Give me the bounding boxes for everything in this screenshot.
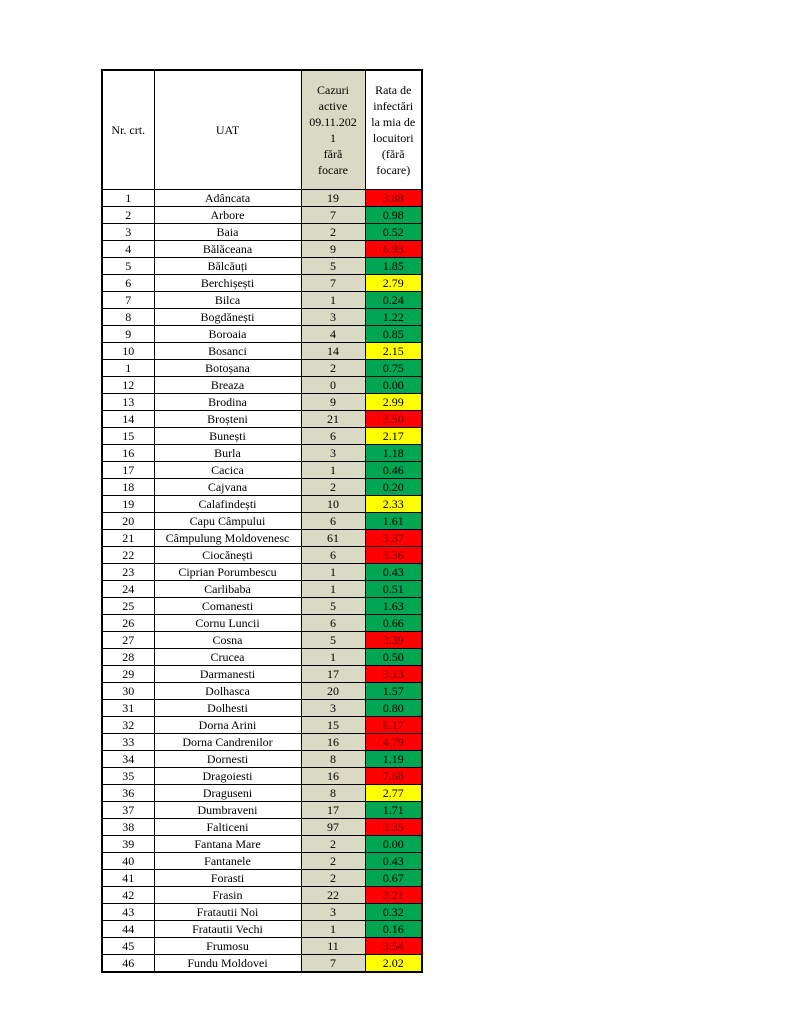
row-active-cases: 6 — [301, 513, 365, 530]
table-row — [102, 955, 422, 973]
row-number: 21 — [102, 530, 154, 547]
row-uat-name: Dragoiesti — [154, 768, 301, 785]
row-number: 43 — [102, 904, 154, 921]
header-infection-rate-line: focare) — [376, 163, 411, 177]
row-number: 18 — [102, 479, 154, 496]
row-uat-name: Capu Câmpului — [154, 513, 301, 530]
row-active-cases: 1 — [301, 921, 365, 938]
row-number: 8 — [102, 309, 154, 326]
row-infection-rate: 0.85 — [365, 326, 422, 343]
header-infection-rate-line: (fără — [381, 147, 405, 161]
row-infection-rate: 0.66 — [365, 615, 422, 632]
row-uat-name: Dolhasca — [154, 683, 301, 700]
row-number: 1 — [102, 360, 154, 377]
table-row — [102, 904, 422, 921]
header-infection-rate-line: Rata de — [375, 83, 412, 97]
row-infection-rate: 1.85 — [365, 258, 422, 275]
table-row — [102, 207, 422, 224]
row-active-cases: 16 — [301, 768, 365, 785]
row-uat-name: Draguseni — [154, 785, 301, 802]
row-infection-rate: 2.99 — [365, 394, 422, 411]
table-row — [102, 224, 422, 241]
table-row — [102, 870, 422, 887]
row-uat-name: Comanesti — [154, 598, 301, 615]
row-active-cases: 20 — [301, 683, 365, 700]
row-infection-rate: 0.00 — [365, 377, 422, 394]
row-number: 31 — [102, 700, 154, 717]
row-uat-name: Bogdănești — [154, 309, 301, 326]
row-number: 25 — [102, 598, 154, 615]
row-infection-rate: 2.79 — [365, 275, 422, 292]
table-row — [102, 768, 422, 785]
row-number: 27 — [102, 632, 154, 649]
row-infection-rate: 0.16 — [365, 921, 422, 938]
row-uat-name: Cosna — [154, 632, 301, 649]
row-infection-rate: 0.98 — [365, 207, 422, 224]
row-active-cases: 4 — [301, 326, 365, 343]
row-infection-rate: 3.54 — [365, 938, 422, 955]
row-active-cases: 0 — [301, 377, 365, 394]
row-infection-rate: 1.57 — [365, 683, 422, 700]
row-infection-rate: 1.61 — [365, 513, 422, 530]
row-uat-name: Carlibaba — [154, 581, 301, 598]
header-infection-rate — [365, 70, 422, 190]
table-row — [102, 819, 422, 836]
row-active-cases: 3 — [301, 309, 365, 326]
table-row — [102, 598, 422, 615]
row-number: 39 — [102, 836, 154, 853]
row-uat-name: Câmpulung Moldovenesc — [154, 530, 301, 547]
row-active-cases: 10 — [301, 496, 365, 513]
row-uat-name: Bosanci — [154, 343, 301, 360]
row-active-cases: 1 — [301, 581, 365, 598]
table-row — [102, 190, 422, 207]
table-row — [102, 734, 422, 751]
row-active-cases: 22 — [301, 887, 365, 904]
row-number: 5 — [102, 258, 154, 275]
header-row — [102, 70, 422, 190]
row-infection-rate: 2.15 — [365, 343, 422, 360]
table-row — [102, 496, 422, 513]
row-number: 40 — [102, 853, 154, 870]
row-number: 3 — [102, 224, 154, 241]
row-uat-name: Bălcăuți — [154, 258, 301, 275]
row-uat-name: Ciprian Porumbescu — [154, 564, 301, 581]
table-row — [102, 666, 422, 683]
row-uat-name: Dorna Candrenilor — [154, 734, 301, 751]
row-uat-name: Frasin — [154, 887, 301, 904]
row-infection-rate: 2.77 — [365, 785, 422, 802]
row-uat-name: Dumbraveni — [154, 802, 301, 819]
header-infection-rate-line: infectări — [373, 99, 414, 113]
row-number: 15 — [102, 428, 154, 445]
row-infection-rate: 2.17 — [365, 428, 422, 445]
table-row — [102, 377, 422, 394]
table-row — [102, 649, 422, 666]
row-infection-rate: 3.36 — [365, 547, 422, 564]
row-infection-rate: 3.35 — [365, 819, 422, 836]
row-number: 13 — [102, 394, 154, 411]
row-infection-rate: 0.24 — [365, 292, 422, 309]
row-infection-rate: 4.79 — [365, 734, 422, 751]
row-uat-name: Fratautii Vechi — [154, 921, 301, 938]
row-uat-name: Falticeni — [154, 819, 301, 836]
row-uat-name: Fratautii Noi — [154, 904, 301, 921]
row-infection-rate: 3.37 — [365, 530, 422, 547]
header-nr: Nr. crt. — [102, 70, 154, 190]
table-row — [102, 258, 422, 275]
row-infection-rate: 1.71 — [365, 802, 422, 819]
table-row — [102, 717, 422, 734]
table-row — [102, 241, 422, 258]
row-infection-rate: 0.32 — [365, 904, 422, 921]
table-row — [102, 615, 422, 632]
row-infection-rate: 3.39 — [365, 632, 422, 649]
row-active-cases: 5 — [301, 598, 365, 615]
row-number: 33 — [102, 734, 154, 751]
row-number: 24 — [102, 581, 154, 598]
table-row — [102, 462, 422, 479]
table-row — [102, 326, 422, 343]
table-row — [102, 751, 422, 768]
table-row — [102, 887, 422, 904]
row-uat-name: Ciocănești — [154, 547, 301, 564]
row-infection-rate: 0.67 — [365, 870, 422, 887]
header-active-cases-line: 1 — [330, 131, 336, 145]
row-uat-name: Baia — [154, 224, 301, 241]
table-row — [102, 343, 422, 360]
data-table-container — [101, 69, 423, 973]
row-infection-rate: 0.00 — [365, 836, 422, 853]
row-infection-rate: 6.93 — [365, 241, 422, 258]
row-uat-name: Bilca — [154, 292, 301, 309]
row-number: 32 — [102, 717, 154, 734]
row-number: 46 — [102, 955, 154, 973]
row-active-cases: 14 — [301, 343, 365, 360]
row-active-cases: 21 — [301, 411, 365, 428]
row-uat-name: Fantana Mare — [154, 836, 301, 853]
table-row — [102, 292, 422, 309]
row-active-cases: 17 — [301, 802, 365, 819]
table-row — [102, 581, 422, 598]
row-number: 37 — [102, 802, 154, 819]
row-active-cases: 2 — [301, 853, 365, 870]
row-uat-name: Berchișești — [154, 275, 301, 292]
table-row — [102, 513, 422, 530]
table-row — [102, 547, 422, 564]
row-uat-name: Bălăceana — [154, 241, 301, 258]
row-number: 34 — [102, 751, 154, 768]
row-number: 10 — [102, 343, 154, 360]
row-uat-name: Crucea — [154, 649, 301, 666]
table-row — [102, 853, 422, 870]
row-number: 7 — [102, 292, 154, 309]
table-row — [102, 479, 422, 496]
row-active-cases: 7 — [301, 207, 365, 224]
header-active-cases-line: Cazuri — [317, 83, 349, 97]
row-infection-rate: 0.75 — [365, 360, 422, 377]
row-uat-name: Burla — [154, 445, 301, 462]
header-active-cases-line: focare — [318, 163, 348, 177]
row-uat-name: Calafindești — [154, 496, 301, 513]
row-active-cases: 16 — [301, 734, 365, 751]
row-active-cases: 5 — [301, 632, 365, 649]
row-infection-rate: 0.43 — [365, 564, 422, 581]
table-row — [102, 802, 422, 819]
row-infection-rate: 0.20 — [365, 479, 422, 496]
row-active-cases: 1 — [301, 564, 365, 581]
table-row — [102, 938, 422, 955]
row-number: 28 — [102, 649, 154, 666]
table-header — [102, 70, 422, 190]
row-active-cases: 19 — [301, 190, 365, 207]
table-row — [102, 683, 422, 700]
row-active-cases: 3 — [301, 445, 365, 462]
row-infection-rate: 2.02 — [365, 955, 422, 973]
row-infection-rate: 3.88 — [365, 190, 422, 207]
row-number: 12 — [102, 377, 154, 394]
table-row — [102, 785, 422, 802]
row-uat-name: Dorna Arini — [154, 717, 301, 734]
row-number: 30 — [102, 683, 154, 700]
row-active-cases: 9 — [301, 241, 365, 258]
row-number: 26 — [102, 615, 154, 632]
table-row — [102, 836, 422, 853]
row-active-cases: 2 — [301, 479, 365, 496]
row-active-cases: 3 — [301, 904, 365, 921]
row-active-cases: 6 — [301, 428, 365, 445]
row-number: 42 — [102, 887, 154, 904]
row-infection-rate: 3.13 — [365, 666, 422, 683]
row-uat-name: Fantanele — [154, 853, 301, 870]
row-active-cases: 1 — [301, 292, 365, 309]
row-active-cases: 6 — [301, 615, 365, 632]
row-infection-rate: 0.43 — [365, 853, 422, 870]
infection-rate-table — [101, 69, 423, 973]
row-active-cases: 2 — [301, 870, 365, 887]
row-active-cases: 15 — [301, 717, 365, 734]
row-uat-name: Arbore — [154, 207, 301, 224]
row-number: 22 — [102, 547, 154, 564]
header-active-cases-line: active — [318, 99, 348, 113]
row-active-cases: 17 — [301, 666, 365, 683]
row-active-cases: 97 — [301, 819, 365, 836]
row-infection-rate: 3.21 — [365, 887, 422, 904]
row-infection-rate: 0.80 — [365, 700, 422, 717]
row-infection-rate: 0.46 — [365, 462, 422, 479]
row-active-cases: 61 — [301, 530, 365, 547]
header-infection-rate-line: locuitori — [372, 131, 414, 145]
table-row — [102, 394, 422, 411]
row-active-cases: 1 — [301, 649, 365, 666]
row-active-cases: 1 — [301, 462, 365, 479]
row-active-cases: 8 — [301, 751, 365, 768]
row-number: 16 — [102, 445, 154, 462]
row-infection-rate: 2.33 — [365, 496, 422, 513]
row-number: 23 — [102, 564, 154, 581]
row-uat-name: Cornu Luncii — [154, 615, 301, 632]
row-number: 35 — [102, 768, 154, 785]
row-infection-rate: 1.18 — [365, 445, 422, 462]
row-infection-rate: 1.19 — [365, 751, 422, 768]
row-uat-name: Botoșana — [154, 360, 301, 377]
row-number: 9 — [102, 326, 154, 343]
row-uat-name: Brodina — [154, 394, 301, 411]
row-active-cases: 6 — [301, 547, 365, 564]
row-number: 45 — [102, 938, 154, 955]
row-number: 1 — [102, 190, 154, 207]
row-number: 17 — [102, 462, 154, 479]
header-active-cases-line: 09.11.202 — [309, 115, 357, 129]
row-number: 41 — [102, 870, 154, 887]
row-number: 44 — [102, 921, 154, 938]
table-row — [102, 445, 422, 462]
header-active-cases-line: fără — [323, 147, 343, 161]
row-number: 19 — [102, 496, 154, 513]
row-uat-name: Fundu Moldovei — [154, 955, 301, 973]
table-row — [102, 428, 422, 445]
row-number: 14 — [102, 411, 154, 428]
row-infection-rate: 0.50 — [365, 649, 422, 666]
row-uat-name: Adâncata — [154, 190, 301, 207]
row-active-cases: 11 — [301, 938, 365, 955]
row-number: 2 — [102, 207, 154, 224]
row-active-cases: 2 — [301, 224, 365, 241]
row-number: 20 — [102, 513, 154, 530]
row-active-cases: 8 — [301, 785, 365, 802]
row-number: 36 — [102, 785, 154, 802]
table-row — [102, 530, 422, 547]
table-row — [102, 921, 422, 938]
row-uat-name: Breaza — [154, 377, 301, 394]
table-row — [102, 632, 422, 649]
row-uat-name: Bunești — [154, 428, 301, 445]
table-row — [102, 700, 422, 717]
row-uat-name: Dolhesti — [154, 700, 301, 717]
table-row — [102, 360, 422, 377]
row-uat-name: Broșteni — [154, 411, 301, 428]
row-uat-name: Cajvana — [154, 479, 301, 496]
header-uat: UAT — [154, 70, 301, 190]
table-row — [102, 309, 422, 326]
table-row — [102, 564, 422, 581]
row-uat-name: Dornesti — [154, 751, 301, 768]
table-row — [102, 411, 422, 428]
row-active-cases: 7 — [301, 955, 365, 973]
row-number: 38 — [102, 819, 154, 836]
row-active-cases: 5 — [301, 258, 365, 275]
row-infection-rate: 0.52 — [365, 224, 422, 241]
row-uat-name: Boroaia — [154, 326, 301, 343]
header-active-cases — [301, 70, 365, 190]
row-active-cases: 3 — [301, 700, 365, 717]
row-infection-rate: 0.51 — [365, 581, 422, 598]
row-number: 4 — [102, 241, 154, 258]
row-number: 29 — [102, 666, 154, 683]
row-active-cases: 2 — [301, 836, 365, 853]
row-infection-rate: 1.22 — [365, 309, 422, 326]
row-number: 6 — [102, 275, 154, 292]
header-infection-rate-line: la mia de — [371, 115, 416, 129]
row-uat-name: Cacica — [154, 462, 301, 479]
row-infection-rate: 6.17 — [365, 717, 422, 734]
row-uat-name: Forasti — [154, 870, 301, 887]
row-infection-rate: 3.50 — [365, 411, 422, 428]
row-uat-name: Darmanesti — [154, 666, 301, 683]
table-row — [102, 275, 422, 292]
table-body — [102, 190, 422, 973]
row-infection-rate: 1.63 — [365, 598, 422, 615]
row-uat-name: Frumosu — [154, 938, 301, 955]
row-active-cases: 2 — [301, 360, 365, 377]
row-active-cases: 7 — [301, 275, 365, 292]
row-infection-rate: 7.68 — [365, 768, 422, 785]
row-active-cases: 9 — [301, 394, 365, 411]
